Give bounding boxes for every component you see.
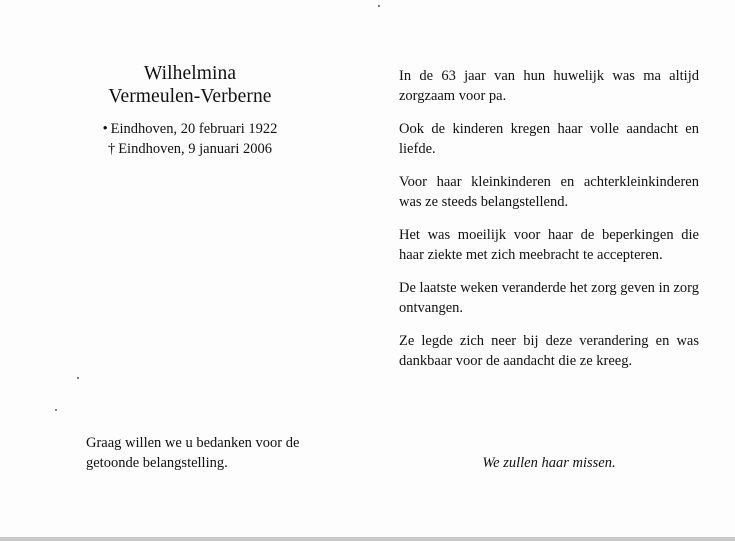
- right-column: [399, 66, 699, 384]
- paragraph: De laatste weken veranderde het zorg geven in zorg ontvangen.: [399, 280, 699, 316]
- first-name: Wilhelmina: [143, 63, 237, 84]
- life-dates: [60, 119, 320, 159]
- birth-dot-icon: •: [102, 121, 108, 137]
- thanks-text: Graag willen we u bedanken voor de getoonde belangstelling.: [86, 435, 300, 471]
- family-name: Vermeulen-Verberne: [108, 86, 272, 107]
- closing-line: We zullen haar missen.: [482, 455, 616, 471]
- paragraph: In de 63 jaar van hun huwelijk was ma altijd zorgzaam voor pa.: [399, 68, 699, 104]
- paragraph: Voor haar kleinkinderen en achterkleinkinderen was ze steeds belangstellend.: [399, 174, 699, 210]
- card-edge: [0, 537, 735, 541]
- paragraph: Het was moeilijk voor haar de beperkingen die haar ziekte met zich meebracht te accepteren.: [399, 227, 699, 263]
- print-speck: [378, 5, 380, 7]
- cross-icon: †: [107, 141, 116, 157]
- birth-date: [60, 119, 320, 139]
- left-column: [0, 0, 367, 541]
- paragraph: Ze legde zich neer bij deze verandering en was dankbaar voor de aandacht die ze kreeg.: [399, 333, 699, 369]
- death-date-text: Eindhoven, 9 januari 2006: [118, 141, 273, 157]
- death-date: [60, 139, 320, 159]
- deceased-name: [60, 62, 320, 108]
- birth-date-text: Eindhoven, 20 februari 1922: [110, 121, 278, 137]
- paragraph: Ook de kinderen kregen haar volle aandacht en liefde.: [399, 121, 699, 157]
